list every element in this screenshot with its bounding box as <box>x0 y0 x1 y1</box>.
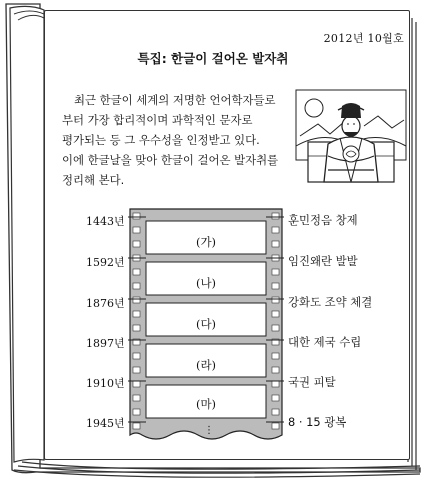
king-sejong-portrait <box>294 86 408 186</box>
article-title: 특집: 한글이 걸어온 발자취 <box>137 51 289 66</box>
timeline-year: 1897년 <box>86 337 125 350</box>
intro-line: 최근 한글이 세계의 저명한 언어학자들로 <box>74 93 276 107</box>
film-frame-label: (가) <box>195 235 217 249</box>
film-frame-label: (나) <box>195 276 217 290</box>
film-frame-label: (마) <box>195 397 217 411</box>
intro-line: 부터 가장 합리적이며 과학적인 문자로 <box>62 113 253 127</box>
timeline-year: 1592년 <box>86 256 125 269</box>
intro-line: 평가되는 등 그 우수성을 인정받고 있다. <box>62 133 260 147</box>
timeline-event: 훈민정음 창제 <box>288 213 358 227</box>
issue-date: 2012년 10월호 <box>323 32 404 45</box>
film-frame-label: (라) <box>195 358 217 372</box>
timeline-event: 강화도 조약 체결 <box>288 295 373 309</box>
timeline-event: 8 · 15 광복 <box>288 415 347 429</box>
continuation-dots: ⋮ <box>204 425 214 436</box>
intro-paragraph <box>62 90 290 190</box>
timeline-year: 1443년 <box>86 215 125 228</box>
timeline-year: 1876년 <box>86 297 125 310</box>
timeline-year: 1945년 <box>86 417 125 430</box>
timeline-event: 국권 피탈 <box>288 375 336 389</box>
film-frame-label: (다) <box>195 317 217 331</box>
timeline-year: 1910년 <box>86 377 125 390</box>
timeline-event: 대한 제국 수립 <box>288 335 362 349</box>
intro-line: 이에 한글날을 맞아 한글이 걸어온 발자취를 <box>62 153 279 167</box>
intro-line: 정리해 본다. <box>62 173 125 187</box>
timeline-event: 임진왜란 발발 <box>288 254 358 268</box>
